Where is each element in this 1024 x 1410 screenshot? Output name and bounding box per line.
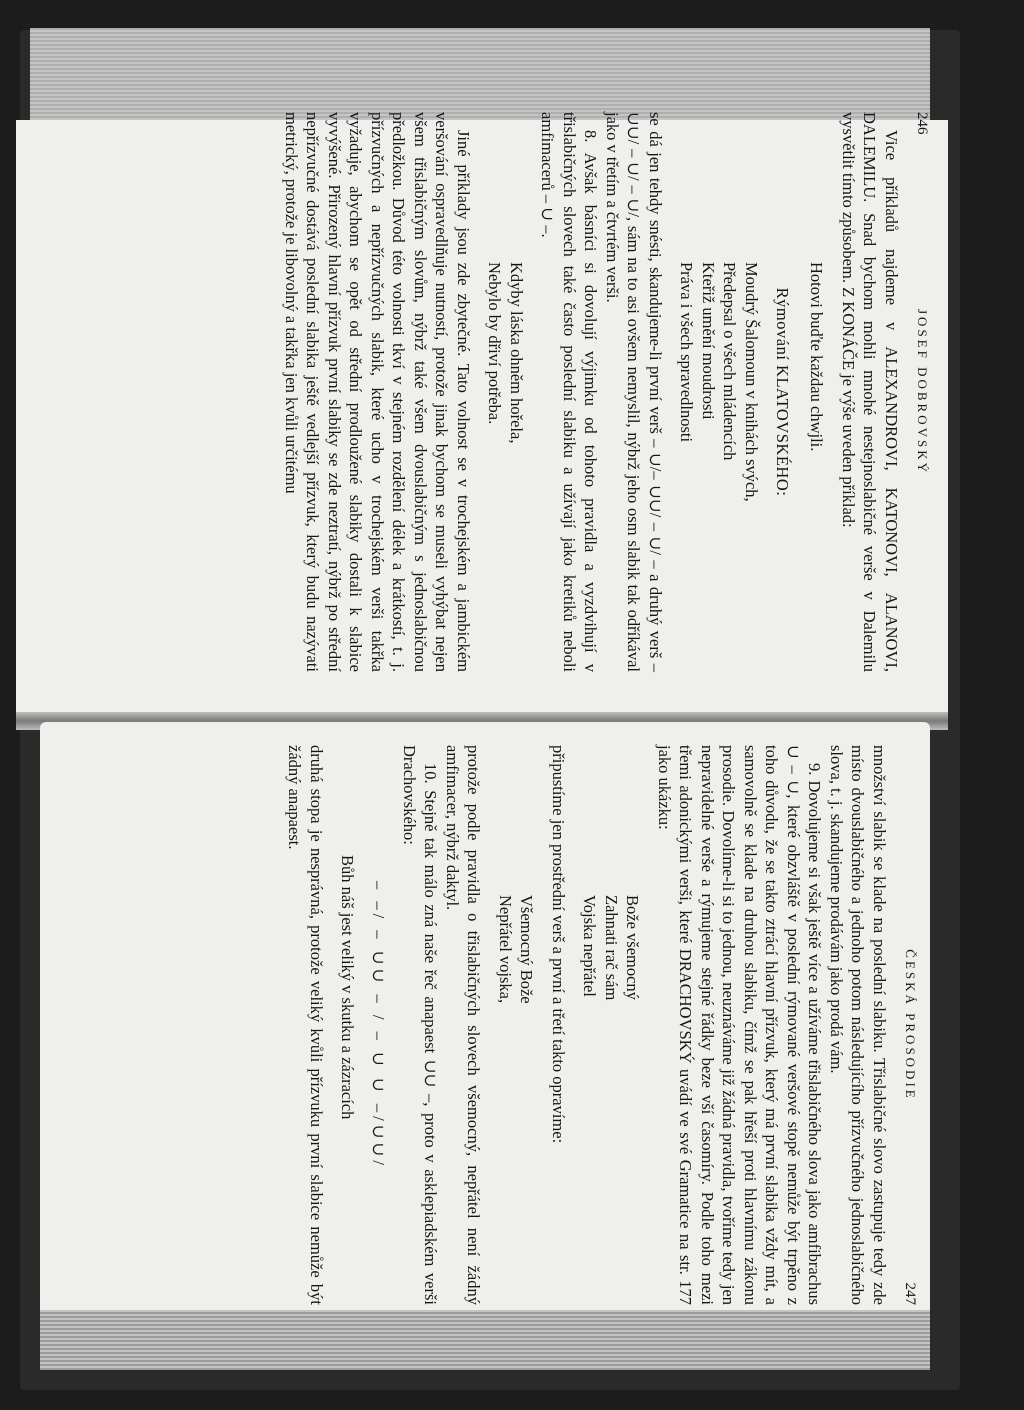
page-edges-bottom <box>40 1300 930 1370</box>
paragraph: 10. Stejně tak málo zná naše řeč anapaest ∪∪ –, proto v asklepiadském verši Drachovského: <box>400 745 441 1305</box>
meter-scheme: – –/ – ∪∪ – / – ∪ ∪ –/∪∪/ <box>369 881 389 1169</box>
page-246-text <box>90 112 930 672</box>
paragraph: 8. Avšak básníci si dovolují výjimku od tohoto pravidla a vyzdvihují v třislabičných slovech také často poslední slabiku a užívají jako kretiků neboli amfimacerů – ∪ –. <box>538 112 601 672</box>
paragraph: protože podle pravidla o třislabičných slovech všemocný, nepřátel není žádný amfimacer, nýbrž daktyl. <box>443 745 484 1305</box>
page-number: 247 <box>902 1282 918 1305</box>
verse-line: Kteřiž umění moudrosti <box>699 262 718 420</box>
verse-block <box>495 895 538 1305</box>
verse-line: Bůh náš jest veliký v skutku a zázracích <box>338 855 358 1120</box>
example-line <box>806 262 828 672</box>
intro-paragraph: Vice příkladů najdeme v ALEXANDROVI, KATONOVI, ALANOVI, DALEMILU. Snad bychom mohli mnohé nestejnoslabičné verše v Dalemilu vysvětlit tímto způsobem. Z KONÁČE je výše uveden příklad: <box>839 112 901 672</box>
running-title: ČESKÁ PROSODIE <box>903 949 918 1101</box>
verse-block <box>676 262 762 672</box>
running-head <box>902 112 930 672</box>
verse-line: Práva i všech spravedlnosti <box>677 262 697 443</box>
verse-line: Zahnati rač sám <box>602 895 621 1001</box>
paragraph: se dá jen tehdy snésti, skandujeme-li první verš – ∪/– ∪∪/ – ∪/ – a druhý verš – ∪∪/ – ∪/ – ∪/, sám na to asi ovšem nemyslil, nýbrž jeho osm slabik tak odříkával jako v třetím a čtvrtém verši. <box>603 112 665 672</box>
running-title: JOSEF DOBROVSKÝ <box>915 309 930 475</box>
paragraph: množství slabik se klade na poslední slabiku. Třislabičné slovo zastupuje tedy zde místo dvouslabičného a jednoho potom následujícího přízvučného jednoslabičného slova, t. j. skandujeme prodávám jako prodá vám. <box>827 745 889 1305</box>
verse-line: Nebylo by dřiví potřeba. <box>485 262 505 425</box>
verse-line: Nepřátel vojska, <box>496 895 515 1004</box>
paragraph: druhá stopa je nesprávná, protože veliký kvůli přízvuku první slabice nemůže být žádný anapaest. <box>285 745 326 1305</box>
verse-line: Všemocný Bože <box>517 895 537 1004</box>
verse-line: Hotovi buďte každau chwjli. <box>807 262 827 452</box>
verse-line: Vojska nepřátel <box>580 895 600 997</box>
running-head <box>890 745 918 1305</box>
page-247-text <box>118 745 918 1305</box>
page-number: 246 <box>914 112 930 135</box>
paragraph: připustíme jen prostřední verš a první a třetí takto opravíme: <box>549 745 568 1144</box>
verse-block <box>484 262 527 672</box>
paragraph: Jiné příklady jsou zde zbytečné. Tato volnost se v trochejském a jambickém veršování ospravedlňuje nutností, protože jinak bychom se museli vyhýbat nejen všem třislabičným slovům, nýbrž také všem dvouslabičným s jednoslabičnou předložkou. Důvod této volnosti tkví v stejném rozdělení délek a krátkostí, t. j. přízvučných a nepřízvučných slabik, které ucho v trochejském verši takřka vyžaduje, abychom se opět od střední prodloužené slabiky dostali k slabice vyvýšené. Přirozený hlavní přízvuk první slabiky se zde neztratí, nýbrž po střední nepřízvučné dostává poslední slabika ještě vedlejší přízvuk, který budu nazývati metrický, protože je libovolný a takřka jen kvůli určitému <box>282 112 473 672</box>
paragraph: 9. Dovolujeme si však ještě více a užíváme třislabičného slova jako amfibrachus ∪ – ∪, které obzvláště v poslední rýmované veršové stopě nemůže být trpěno z toho důvodu, že se takto ztrácí hlavní přízvuk, který má první slabika vždy mít, a samovolně se klade na druhou slabiku, čímž se pak hřeší proti hlavnímu zákonu prosodie. Dovolíme-li si to jednou, neuznáváme již žádná pravidla, tvoříme tedy jen nepravidelné verše a rýmujeme stejné řádky beze vší časomíry. Podle toho mezi třemi adonickými verši, které DRACHOVSKÝ uvádí ve své Gramatice na str. 177 jako ukázku: <box>655 745 825 1305</box>
section-heading: Rýmování KLATOVSKÉHO: <box>773 287 792 497</box>
verse-line: Moudrý Šalomoun v knihách svých, <box>742 262 761 502</box>
verse-block <box>579 895 644 1305</box>
verse-line: Předepsal o všech mládencích <box>720 262 740 461</box>
verse-block <box>337 855 359 1305</box>
verse-line: Bože všemocný <box>623 895 643 1000</box>
verse-line: Kdyby láska ohněm hořela, <box>507 262 526 444</box>
